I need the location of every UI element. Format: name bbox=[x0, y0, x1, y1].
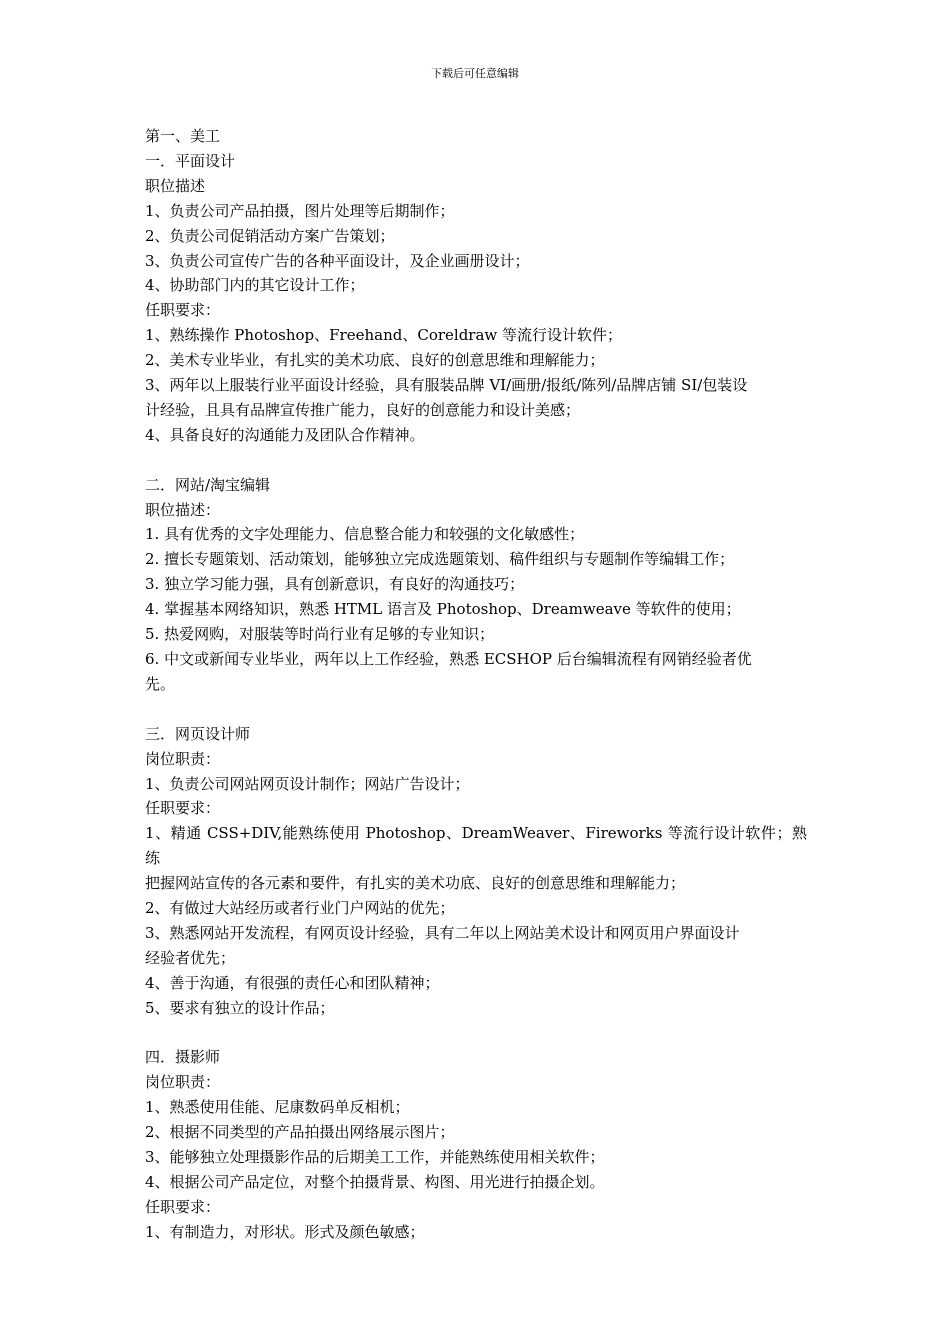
text-line: 先。 bbox=[145, 674, 176, 693]
text-line: 2. 擅长专题策划、活动策划，能够独立完成选题策划、稿件组织与专题制作等编辑工作； bbox=[145, 550, 735, 569]
text-line: 2、有做过大站经历或者行业门户网站的优先； bbox=[145, 899, 455, 918]
text-line: 1、负责公司产品拍摄，图片处理等后期制作； bbox=[145, 201, 455, 220]
text-line: 一．平面设计 bbox=[145, 151, 236, 170]
text-line: 任职要求： bbox=[145, 301, 221, 320]
text-line: 1. 具有优秀的文字处理能力、信息整合能力和较强的文化敏感性； bbox=[145, 525, 585, 544]
text-line: 计经验，且具有品牌宣传推广能力，良好的创意能力和设计美感； bbox=[145, 400, 581, 419]
text-line: 职位描述 bbox=[145, 176, 206, 195]
text-line: 6. 中文或新闻专业毕业，两年以上工作经验，熟悉 ECSHOP 后台编辑流程有网销经验者优 bbox=[145, 650, 752, 669]
blank-line bbox=[145, 697, 807, 722]
text-line: 1、熟悉使用佳能、尼康数码单反相机； bbox=[145, 1098, 410, 1117]
text-line: 把握网站宣传的各元素和要件，有扎实的美术功底、良好的创意思维和理解能力； bbox=[145, 874, 686, 893]
text-line: 3、能够独立处理摄影作品的后期美工工作，并能熟练使用相关软件； bbox=[145, 1148, 605, 1167]
text-line: 岗位职责： bbox=[145, 749, 221, 768]
text-line: 岗位职责： bbox=[145, 1073, 221, 1092]
text-line: 4、善于沟通，有很强的责任心和团队精神； bbox=[145, 973, 440, 992]
text-line: 第一、美工 bbox=[145, 127, 221, 145]
text-line: 1、熟练操作 Photoshop、Freehand、Coreldraw 等流行设计软件； bbox=[145, 326, 623, 345]
text-line: 2、负责公司促销活动方案广告策划； bbox=[145, 226, 395, 245]
text-line: 二．网站/淘宝编辑 bbox=[145, 475, 271, 494]
text-line: 3、熟悉网站开发流程，有网页设计经验，具有二年以上网站美术设计和网页用户界面设计 bbox=[145, 923, 740, 942]
text-line: 3. 独立学习能力强，具有创新意识，有良好的沟通技巧； bbox=[145, 575, 525, 594]
text-line: 1、精通 CSS+DIV,能熟练使用 Photoshop、DreamWeaver、Fireworks 等流行设计软件；熟练 bbox=[145, 824, 807, 868]
text-line: 职位描述： bbox=[145, 500, 221, 519]
text-line: 4、协助部门内的其它设计工作； bbox=[145, 276, 365, 295]
text-line: 5、要求有独立的设计作品； bbox=[145, 998, 335, 1017]
text-line: 任职要求： bbox=[145, 799, 221, 818]
blank-line bbox=[145, 1021, 807, 1046]
document-body bbox=[145, 124, 807, 1245]
text-line: 1、有制造力，对形状。形式及颜色敏感； bbox=[145, 1222, 425, 1241]
page-header: 下载后可任意编辑 bbox=[431, 67, 519, 80]
text-line: 4、具备良好的沟通能力及团队合作精神。 bbox=[145, 425, 425, 444]
text-line: 三．网页设计师 bbox=[145, 724, 251, 743]
text-line: 四．摄影师 bbox=[145, 1048, 221, 1067]
text-line: 4. 掌握基本网络知识，熟悉 HTML 语言及 Photoshop、Dreamweave 等软件的使用； bbox=[145, 600, 741, 619]
text-line: 任职要求： bbox=[145, 1197, 221, 1216]
text-line: 3、负责公司宣传广告的各种平面设计，及企业画册设计； bbox=[145, 251, 530, 270]
text-line: 经验者优先； bbox=[145, 948, 236, 967]
text-line: 3、两年以上服装行业平面设计经验，具有服装品牌 VI/画册/报纸/陈列/品牌店铺 SI/包装设 bbox=[145, 376, 748, 395]
text-line: 1、负责公司网站网页设计制作；网站广告设计； bbox=[145, 774, 470, 793]
text-line: 5. 热爱网购，对服装等时尚行业有足够的专业知识； bbox=[145, 625, 495, 644]
text-line: 2、美术专业毕业，有扎实的美术功底、良好的创意思维和理解能力； bbox=[145, 351, 605, 370]
text-line: 2、根据不同类型的产品拍摄出网络展示图片； bbox=[145, 1123, 455, 1142]
text-line: 4、根据公司产品定位，对整个拍摄背景、构图、用光进行拍摄企划。 bbox=[145, 1173, 605, 1192]
blank-line bbox=[145, 448, 807, 473]
